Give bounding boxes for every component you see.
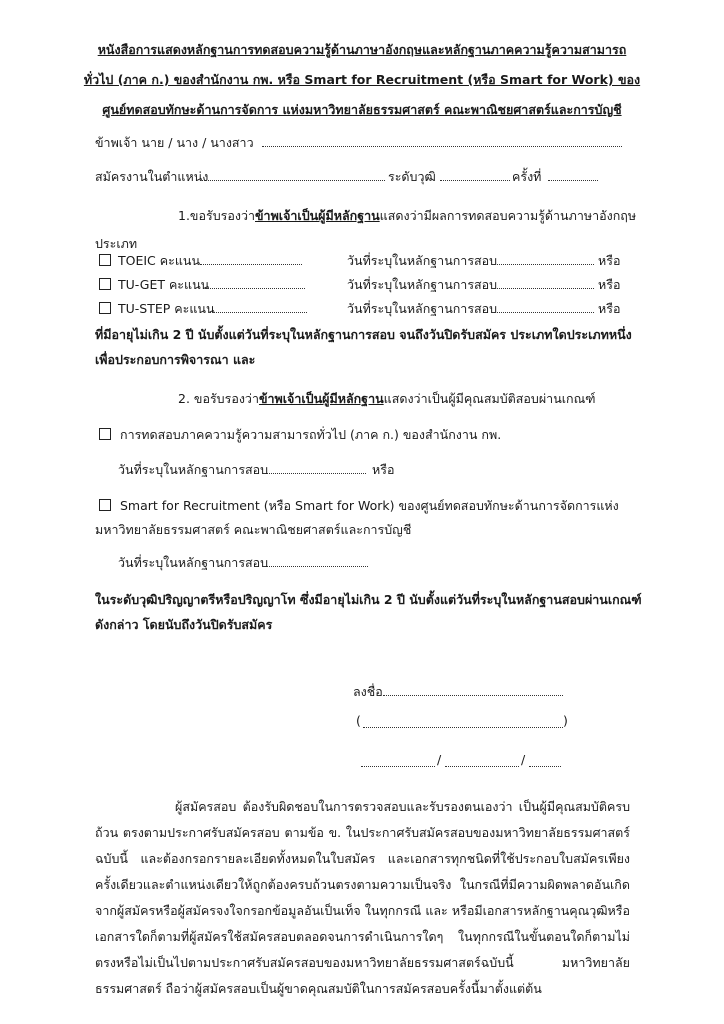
tuget-date-field[interactable]: [494, 288, 594, 289]
disclaimer-paragraph: [95, 794, 630, 1002]
position-field[interactable]: [200, 180, 385, 181]
toeic-score-field[interactable]: [200, 264, 302, 265]
date-month-field[interactable]: [445, 766, 519, 767]
section2-note-line-2: ดังกล่าว โดยนับถึงวันปิดรับสมัคร: [95, 617, 273, 632]
date-year-field[interactable]: [529, 766, 561, 767]
applicant-name-field[interactable]: [262, 146, 622, 147]
disclaimer-text: ผู้สมัครสอบ ต้องรับผิดชอบในการตรวจสอบและรับรองตนเองว่า เป็นผู้มีคุณสมบัติครบถ้วน ตรงตามประกาศรับสมัครสอบ ตามข้อ ข. ในประกาศรับสมัครสอบของมหาวิทยาลัยธรรมศาสตร์ฉบับนี้ และต้องกรอกรายละเอียดทั้งหมดในใบสมัคร และเอกสารทุกชนิดที่ใช้ประกอบใบสมัครเพียงครั้งเดียวและตำแหน่งเดียวให้ถูกต้องครบถ้วนตรงตามความเป็นจริง ในกรณีที่มีความผิดพลาดอันเกิดจากผู้สมัครหรือผู้สมัครจงใจกรอกข้อมูลอันเป็นเท็จ ในทุกกรณี และ หรือมีเอกสารหลักฐานคุณวุฒิหรือเอกสารใดก็ตามที่ผู้สมัครใช้สมัครสอบตลอดจนการดำเนินการใดๆ ในทุกกรณีในขั้นตอนใดก็ตามไม่ตรงหรือไม่เป็นไปตามประกาศรับสมัครสอบของมหาวิทยาลัยธรรมศาสตร์ฉบับนี้ มหาวิทยาลัยธรรมศาสตร์ ถือว่าผู้สมัครสอบเป็นผู้ขาดคุณสมบัติในการสมัครสอบครั้งนี้มาตั้งแต่ต้น: [95, 799, 630, 996]
round-field[interactable]: [548, 180, 598, 181]
section2-note-line-1: ในระดับวุฒิปริญญาตรีหรือปริญญาโท ซึ่งมีอายุไม่เกิน 2 ปี นับตั้งแต่วันที่ระบุในหลักฐานสอบผ่านเกณฑ์: [95, 592, 642, 607]
section2-heading: [178, 389, 596, 409]
form-title-line-2: ทั่วไป (ภาค ก.) ของสำนักงาน กพ. หรือ Smart for Recruitment (หรือ Smart for Work) ของ: [83, 72, 641, 87]
position-label: สมัครงานในตำแหน่ง: [95, 169, 209, 184]
tustep-checkbox[interactable]: [99, 302, 111, 314]
smart-label-line-1: Smart for Recruitment (หรือ Smart for Work) ของศูนย์ทดสอบทักษะด้านการจัดการแห่ง: [120, 498, 619, 513]
printed-name-field[interactable]: [363, 727, 563, 728]
tustep-date-field[interactable]: [494, 312, 594, 313]
tustep-score-field[interactable]: [210, 312, 307, 313]
tustep-label: TU-STEP คะแนน: [118, 301, 215, 316]
tuget-date-label: วันที่ระบุในหลักฐานการสอบ: [347, 277, 498, 292]
section1-note-line-2: เพื่อประกอบการพิจารณา และ: [95, 352, 256, 367]
form-title-line-3: ศูนย์ทดสอบทักษะด้านการจัดการ แห่งมหาวิทยาลัยธรรมศาสตร์ คณะพาณิชยศาสตร์และการบัญชี: [102, 102, 622, 117]
tustep-date-label: วันที่ระบุในหลักฐานการสอบ: [347, 301, 498, 316]
applicant-name-label: ข้าพเจ้า นาย / นาง / นางสาว: [95, 135, 254, 150]
gov-exam-date-field[interactable]: [262, 473, 366, 474]
degree-field[interactable]: [440, 180, 510, 181]
smart-label-line-2: มหาวิทยาลัยธรรมศาสตร์ คณะพาณิชยศาสตร์และการบัญชี: [95, 522, 412, 537]
date-slash-2: /: [521, 752, 526, 767]
smart-checkbox[interactable]: [99, 499, 111, 511]
signature-field[interactable]: [383, 695, 563, 696]
toeic-checkbox[interactable]: [99, 254, 111, 266]
gov-exam-checkbox[interactable]: [99, 428, 111, 440]
gov-exam-label: การทดสอบภาคความรู้ความสามารถทั่วไป (ภาค ก.) ของสำนักงาน กพ.: [120, 427, 502, 442]
gov-exam-or: หรือ: [372, 462, 395, 477]
toeic-label: TOEIC คะแนน: [118, 253, 200, 268]
round-label: ครั้งที่: [512, 169, 542, 184]
section2-heading-suffix: แสดงว่าเป็นผู้มีคุณสมบัติสอบผ่านเกณฑ์: [383, 391, 596, 406]
form-title-line-1: หนังสือการแสดงหลักฐานการทดสอบความรู้ด้านภาษาอังกฤษและหลักฐานภาคความรู้ความสามารถ: [97, 42, 627, 57]
signature-label: ลงชื่อ: [353, 684, 383, 699]
tuget-label: TU-GET คะแนน: [118, 277, 210, 292]
tuget-score-field[interactable]: [205, 288, 305, 289]
tustep-or: หรือ: [598, 301, 621, 316]
smart-date-field[interactable]: [262, 566, 368, 567]
section1-note-line-1: ที่มีอายุไม่เกิน 2 ปี นับตั้งแต่วันที่ระบุในหลักฐานการสอบ จนถึงวันปิดรับสมัคร ประเภทใดประเภทหนึ่ง: [95, 327, 632, 342]
name-paren-open: (: [356, 713, 361, 728]
date-day-field[interactable]: [361, 766, 435, 767]
degree-label: ระดับวุฒิ: [388, 169, 436, 184]
section1-heading-prefix: 1.ขอรับรองว่า: [178, 208, 255, 223]
toeic-date-label: วันที่ระบุในหลักฐานการสอบ: [347, 253, 498, 268]
toeic-or: หรือ: [598, 253, 621, 268]
section1-heading: [178, 206, 636, 226]
section2-heading-prefix: 2. ขอรับรองว่า: [178, 391, 259, 406]
section2-heading-emphasis: ข้าพเจ้าเป็นผู้มีหลักฐาน: [258, 391, 384, 406]
gov-exam-date-label: วันที่ระบุในหลักฐานการสอบ: [118, 462, 269, 477]
date-slash-1: /: [437, 752, 442, 767]
toeic-date-field[interactable]: [494, 264, 594, 265]
name-paren-close: ): [563, 713, 568, 728]
section1-heading-emphasis: ข้าพเจ้าเป็นผู้มีหลักฐาน: [255, 208, 380, 223]
type-label: ประเภท: [95, 236, 138, 251]
tuget-checkbox[interactable]: [99, 278, 111, 290]
section1-heading-suffix: แสดงว่ามีผลการทดสอบความรู้ด้านภาษาอังกฤษ: [379, 208, 637, 223]
smart-date-label: วันที่ระบุในหลักฐานการสอบ: [118, 555, 269, 570]
tuget-or: หรือ: [598, 277, 621, 292]
